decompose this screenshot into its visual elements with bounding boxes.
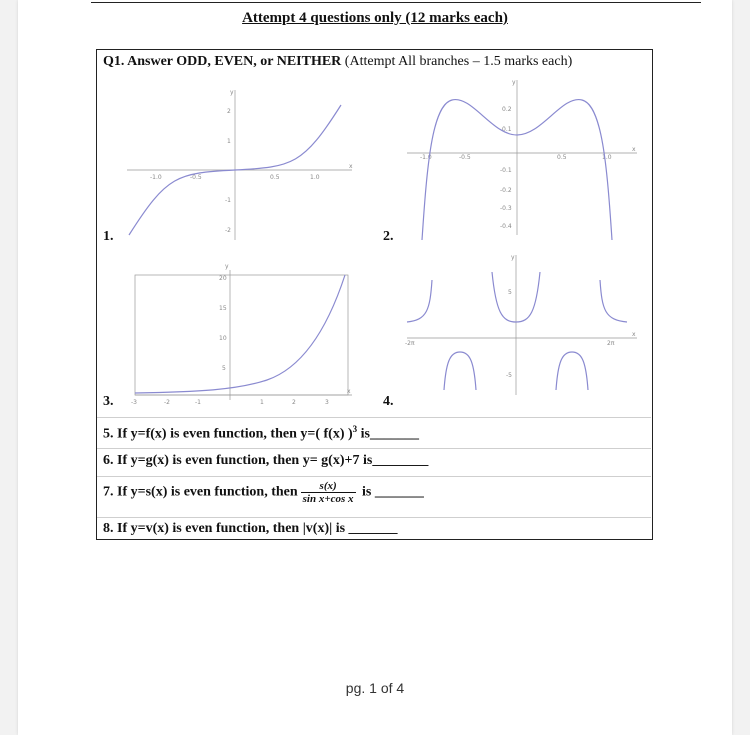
graph-3-x-label: x <box>347 388 351 395</box>
graph-1-x-tick-1: -0.5 <box>190 174 202 181</box>
graph-3-x-tick-1: -2 <box>164 399 170 406</box>
graph-3-x-tick-3: 1 <box>260 399 264 406</box>
graph-1-y-tick-2: -1 <box>225 197 231 204</box>
graph-1-x-tick-2: 0.5 <box>270 174 280 181</box>
graph-4-y-label: y <box>511 254 515 261</box>
graph-4 <box>402 250 642 400</box>
graph-1-number: 1. <box>103 229 114 244</box>
document-page <box>18 0 732 735</box>
graph-3-x-tick-4: 2 <box>292 399 296 406</box>
graph-2-y-tick-0: 0.2 <box>502 106 512 113</box>
question-1-box <box>96 49 653 540</box>
graph-4-x-tick-1: 2π <box>607 340 615 347</box>
divider <box>97 417 651 418</box>
fraction: $\frac{s(x)}{\text{sin x+cos x}}$ <box>302 480 354 505</box>
graph-4-number: 4. <box>383 394 394 409</box>
graph-3-y-tick-3: 5 <box>222 365 226 372</box>
question-item-6: 6. If y=g(x) is even function, then y= g(x)+7 is________ <box>103 453 429 468</box>
divider <box>97 517 651 518</box>
graph-3-x-tick-5: 3 <box>325 399 329 406</box>
page-number: pg. 1 of 4 <box>345 680 405 696</box>
graph-4-y-tick-1: -5 <box>506 372 512 379</box>
graph-1-y-tick-3: -2 <box>225 227 231 234</box>
graph-1-y-label: y <box>230 89 234 96</box>
graph-2-y-tick-4: -0.3 <box>500 205 512 212</box>
graph-3-curve <box>135 275 345 393</box>
graph-4-x-tick-0: -2π <box>405 340 415 347</box>
top-rule <box>91 2 701 3</box>
graph-1-x-tick-0: -1.0 <box>150 174 162 181</box>
graph-1 <box>117 85 357 245</box>
graph-2-x-tick-0: -1.0 <box>420 154 432 161</box>
divider <box>97 476 651 477</box>
graph-2-x-label: x <box>632 146 636 153</box>
graph-2-y-label: y <box>512 79 516 86</box>
question-item-7: 7. If y=s(x) is even function, then $\frac{s(x)}{\text{sin x+cos x}}$ is _______ <box>103 480 424 505</box>
graph-3-y-label: y <box>225 263 229 270</box>
graph-4-branch-2 <box>444 352 476 390</box>
graph-2-y-tick-3: -0.2 <box>500 187 512 194</box>
graph-1-x-tick-3: 1.0 <box>310 174 320 181</box>
question-item-5: 5. If y=f(x) is even function, then y=( f(x) )$^3$ is_______ <box>103 424 419 442</box>
graph-1-y-tick-1: 1 <box>227 138 231 145</box>
graph-2-y-tick-1: 0.1 <box>502 126 512 133</box>
graph-3-x-tick-0: -3 <box>131 399 137 406</box>
graph-4-y-tick-0: 5 <box>508 289 512 296</box>
graph-3-x-tick-2: -1 <box>195 399 201 406</box>
graph-1-x-label: x <box>349 163 353 170</box>
graph-2-number: 2. <box>383 229 394 244</box>
graph-2 <box>402 75 642 245</box>
graph-4-branch-1 <box>407 280 432 322</box>
graph-3-y-tick-1: 15 <box>219 305 227 312</box>
graph-4-branch-5 <box>600 280 627 322</box>
graph-2-x-tick-1: -0.5 <box>459 154 471 161</box>
divider <box>97 448 651 449</box>
graph-2-y-tick-5: -0.4 <box>500 223 512 230</box>
graph-3-y-tick-0: 20 <box>219 275 227 282</box>
page-heading: Attempt 4 questions only (12 marks each) <box>242 10 508 26</box>
graph-3-y-tick-2: 10 <box>219 335 227 342</box>
graph-2-x-tick-2: 0.5 <box>557 154 567 161</box>
graph-3 <box>117 250 357 410</box>
graph-2-x-tick-3: 1.0 <box>602 154 612 161</box>
graph-4-branch-4 <box>556 352 588 390</box>
graph-3-number: 3. <box>103 394 114 409</box>
graph-4-x-label: x <box>632 331 636 338</box>
question-item-8: 8. If y=v(x) is even function, then |v(x)| is _______ <box>103 521 398 536</box>
question-1-title: Q1. Answer ODD, EVEN, or NEITHER (Attempt All branches – 1.5 marks each) <box>103 54 573 69</box>
graph-1-y-tick-0: 2 <box>227 108 231 115</box>
graph-2-y-tick-2: -0.1 <box>500 167 512 174</box>
